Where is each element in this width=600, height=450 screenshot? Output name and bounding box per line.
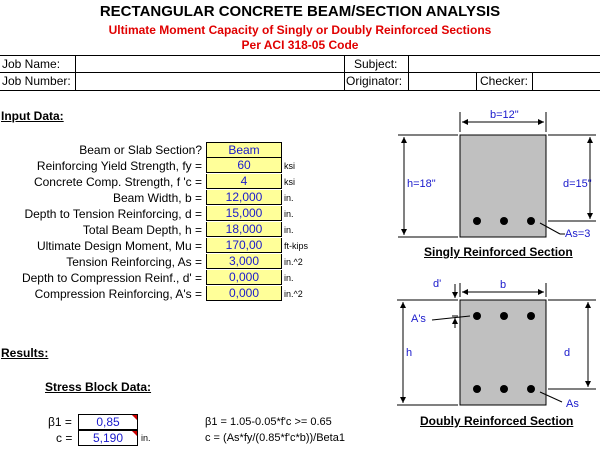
total-depth-unit: in. bbox=[284, 225, 294, 235]
doubly-caption: Doubly Reinforced Section bbox=[420, 414, 574, 428]
subject-label: Subject: bbox=[354, 57, 398, 71]
doubly-d-label: d bbox=[564, 347, 571, 359]
tension-reinf-label: Tension Reinforcing, As = bbox=[66, 255, 202, 269]
tension-reinf-input[interactable]: 3,000 bbox=[206, 254, 282, 269]
fc-input[interactable]: 4 bbox=[206, 174, 282, 189]
input-data-heading: Input Data: bbox=[1, 109, 64, 123]
compression-reinf-unit: in.^2 bbox=[284, 289, 303, 299]
doubly-b-label: b bbox=[500, 279, 507, 291]
beam-width-label: Beam Width, b = bbox=[112, 191, 202, 205]
section-type-label: Beam or Slab Section? bbox=[79, 143, 202, 157]
compression-depth-input[interactable]: 0,000 bbox=[206, 270, 282, 285]
doubly-top-rebar-2 bbox=[500, 312, 508, 320]
fy-unit: ksi bbox=[284, 161, 295, 171]
doubly-bottom-rebar-3 bbox=[527, 385, 535, 393]
tension-depth-unit: in. bbox=[284, 209, 294, 219]
fc-unit: ksi bbox=[284, 177, 295, 187]
total-depth-input[interactable]: 18,000 bbox=[206, 222, 282, 237]
moment-input[interactable]: 170,00 bbox=[206, 238, 282, 253]
beta1-formula: β1 = 1.05-0.05*f'c >= 0.65 bbox=[205, 416, 332, 428]
doubly-top-rebar-3 bbox=[527, 312, 535, 320]
singly-reinforced-diagram bbox=[398, 112, 596, 237]
singly-caption: Singly Reinforced Section bbox=[424, 245, 573, 259]
singly-rebar-2 bbox=[500, 217, 508, 225]
beam-width-input[interactable]: 12,000 bbox=[206, 190, 282, 205]
singly-as-label: As=3 bbox=[565, 228, 591, 240]
singly-rebar-1 bbox=[473, 217, 481, 225]
tension-depth-input[interactable]: 15,000 bbox=[206, 206, 282, 221]
stress-block-heading: Stress Block Data: bbox=[45, 380, 152, 394]
moment-unit: ft-kips bbox=[284, 241, 309, 251]
singly-b-label: b=12" bbox=[490, 109, 519, 121]
c-unit: in. bbox=[141, 433, 151, 443]
total-depth-label: Total Beam Depth, h = bbox=[82, 223, 202, 237]
c-formula: c = (As*fy/(0.85*f'c*b))/Beta1 bbox=[205, 432, 345, 444]
doubly-top-rebar-1 bbox=[473, 312, 481, 320]
fy-input[interactable]: 60 bbox=[206, 158, 282, 173]
doubly-d-prime-label: d' bbox=[433, 278, 442, 290]
doubly-bottom-rebar-2 bbox=[500, 385, 508, 393]
job-name-label: Job Name: bbox=[2, 57, 61, 71]
doubly-h-label: h bbox=[406, 347, 413, 359]
beam-width-unit: in. bbox=[284, 193, 294, 203]
originator-label: Originator: bbox=[346, 74, 403, 88]
compression-reinf-input[interactable]: 0,000 bbox=[206, 286, 282, 301]
singly-d-label: d=15" bbox=[563, 178, 592, 190]
singly-rebar-3 bbox=[527, 217, 535, 225]
compression-reinf-label: Compression Reinforcing, A's = bbox=[34, 287, 202, 301]
page-subtitle: Ultimate Moment Capacity of Singly or Doubly Reinforced Sections bbox=[108, 23, 492, 37]
checker-label: Checker: bbox=[480, 74, 529, 88]
beta1-value: 0,85 bbox=[96, 415, 120, 429]
doubly-reinforced-diagram bbox=[397, 283, 596, 405]
beta1-label: β1 = bbox=[48, 415, 72, 429]
fc-label: Concrete Comp. Strength, f 'c = bbox=[33, 175, 202, 189]
tension-reinf-unit: in.^2 bbox=[284, 257, 303, 267]
doubly-as-label: As bbox=[566, 398, 579, 410]
results-heading: Results: bbox=[1, 346, 49, 360]
job-number-label: Job Number: bbox=[2, 74, 71, 88]
c-label: c = bbox=[56, 431, 73, 445]
compression-depth-unit: in. bbox=[284, 273, 294, 283]
moment-label: Ultimate Design Moment, Mu = bbox=[36, 239, 202, 253]
doubly-as-prime-label: A's bbox=[411, 313, 426, 325]
code-reference: Per ACI 318-05 Code bbox=[241, 38, 359, 52]
fy-label: Reinforcing Yield Strength, fy = bbox=[36, 159, 202, 173]
page-title: RECTANGULAR CONCRETE BEAM/SECTION ANALYSIS bbox=[99, 3, 501, 20]
compression-depth-label: Depth to Compression Reinf., d' = bbox=[21, 271, 202, 285]
doubly-bottom-rebar-1 bbox=[473, 385, 481, 393]
tension-depth-label: Depth to Tension Reinforcing, d = bbox=[24, 207, 202, 221]
c-value: 5,190 bbox=[92, 431, 124, 445]
singly-h-label: h=18" bbox=[407, 178, 436, 190]
section-type-input[interactable]: Beam bbox=[206, 142, 282, 158]
